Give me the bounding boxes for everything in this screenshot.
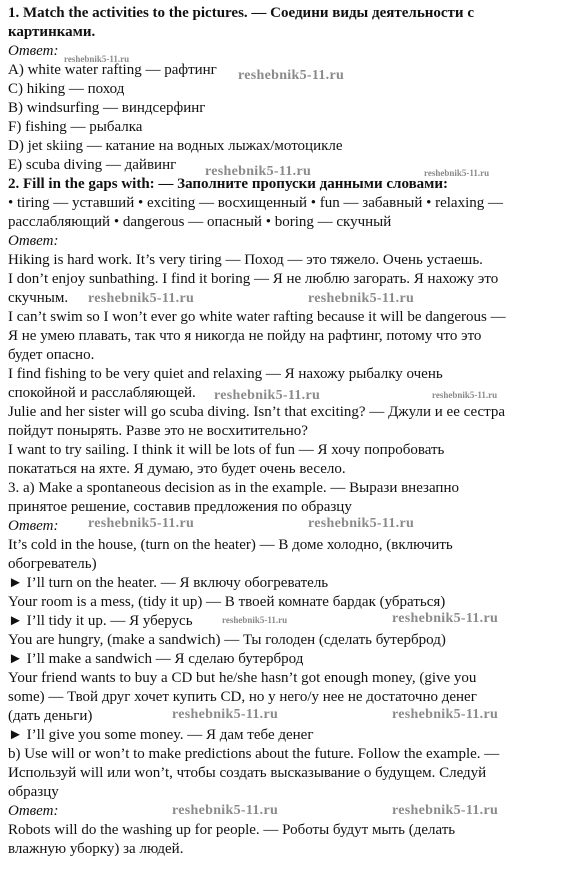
text-line: принятое решение, составив предложения по образцу: [8, 499, 352, 515]
text-line: Hiking is hard work. It’s very tiring — Поход — это тяжело. Очень устаешь.: [8, 252, 483, 268]
answer-label: Ответ:: [8, 43, 59, 59]
text-line: It’s cold in the house, (turn on the heater) — В доме холодно, (включить: [8, 537, 453, 553]
text-line: C) hiking — поход: [8, 81, 125, 97]
text-line: I find fishing to be very quiet and relaxing — Я нахожу рыбалку очень: [8, 366, 443, 382]
text-line: (дать деньги): [8, 708, 93, 724]
text-line: ► I’ll tidy it up. — Я уберусь: [8, 613, 193, 629]
exercise-heading: 1. Match the activities to the pictures. — Соедини виды деятельности с: [8, 5, 474, 21]
text-line: some) — Твой друг хочет купить CD, но у него/у нее не достаточно денег: [8, 689, 477, 705]
text-line: обогреватель): [8, 556, 97, 572]
watermark: reshebnik5-11.ru: [88, 516, 195, 531]
text-line: будет опасно.: [8, 347, 95, 363]
answer-label: Ответ:: [8, 803, 59, 819]
text-line: Используй will или won’t, чтобы создать высказывание о будущем. Следуй: [8, 765, 487, 781]
watermark: reshebnik5-11.ru: [172, 707, 279, 722]
watermark: reshebnik5-11.ru: [88, 291, 195, 306]
text-line: пойдут понырять. Разве это не восхитительно?: [8, 423, 308, 439]
text-line: расслабляющий • dangerous — опасный • boring — скучный: [8, 214, 392, 230]
exercise-heading: картинками.: [8, 24, 96, 40]
answer-label: Ответ:: [8, 233, 59, 249]
text-line: • tiring — уставший • exciting — восхищенный • fun — забавный • relaxing —: [8, 195, 503, 211]
text-line: I want to try sailing. I think it will be lots of fun — Я хочу попробовать: [8, 442, 445, 458]
exercise-heading: 2. Fill in the gaps with: — Заполните пропуски данными словами:: [8, 176, 449, 192]
text-line: ► I’ll turn on the heater. — Я включу обогреватель: [8, 575, 329, 591]
watermark: reshebnik5-11.ru: [392, 707, 499, 722]
watermark: reshebnik5-11.ru: [238, 68, 345, 83]
text-line: 3. a) Make a spontaneous decision as in the example. — Вырази внезапно: [8, 480, 459, 496]
text-line: Я не умею плавать, так что я никогда не пойду на рафтинг, потому что это: [8, 328, 482, 344]
text-line: I don’t enjoy sunbathing. I find it boring — Я не люблю загорать. Я нахожу это: [8, 271, 499, 287]
watermark: reshebnik5-11.ru: [222, 615, 288, 625]
text-line: покататься на яхте. Я думаю, это будет очень весело.: [8, 461, 346, 477]
answer-label: Ответ:: [8, 518, 59, 534]
watermark: reshebnik5-11.ru: [172, 803, 279, 818]
text-line: A) white water rafting — рафтинг: [8, 62, 217, 78]
text-line: B) windsurfing — виндсерфинг: [8, 100, 206, 116]
text-line: влажную уборку) за людей.: [8, 841, 184, 857]
watermark: reshebnik5-11.ru: [308, 291, 415, 306]
text-line: ► I’ll give you some money. — Я дам тебе денег: [8, 727, 314, 743]
text-line: F) fishing — рыбалка: [8, 119, 143, 135]
text-line: образцу: [8, 784, 59, 800]
watermark: reshebnik5-11.ru: [205, 164, 312, 179]
text-line: ► I’ll make a sandwich — Я сделаю бутерброд: [8, 651, 304, 667]
document-body: [8, 4, 556, 859]
watermark: reshebnik5-11.ru: [308, 516, 415, 531]
text-line: E) scuba diving — дайвинг: [8, 157, 177, 173]
watermark: reshebnik5-11.ru: [214, 388, 321, 403]
watermark: reshebnik5-11.ru: [64, 54, 130, 64]
text-line: You are hungry, (make a sandwich) — Ты голоден (сделать бутерброд): [8, 632, 446, 648]
text-line: Julie and her sister will go scuba diving. Isn’t that exciting? — Джули и ее сестра: [8, 404, 506, 420]
text-line: Your friend wants to buy a CD but he/she hasn’t got enough money, (give you: [8, 670, 477, 686]
text-line: I can’t swim so I won’t ever go white water rafting because it will be dangerous —: [8, 309, 506, 325]
text-line: b) Use will or won’t to make predictions about the future. Follow the example. —: [8, 746, 500, 762]
text-line: D) jet skiing — катание на водных лыжах/мотоцикле: [8, 138, 343, 154]
text-line: Robots will do the washing up for people. — Роботы будут мыть (делать: [8, 822, 456, 838]
watermark: reshebnik5-11.ru: [392, 611, 499, 626]
watermark: reshebnik5-11.ru: [424, 168, 490, 178]
text-line: спокойной и расслабляющей.: [8, 385, 196, 401]
text-line: скучным.: [8, 290, 69, 306]
watermark: reshebnik5-11.ru: [432, 390, 498, 400]
text-line: Your room is a mess, (tidy it up) — В твоей комнате бардак (убраться): [8, 594, 446, 610]
watermark: reshebnik5-11.ru: [392, 803, 499, 818]
